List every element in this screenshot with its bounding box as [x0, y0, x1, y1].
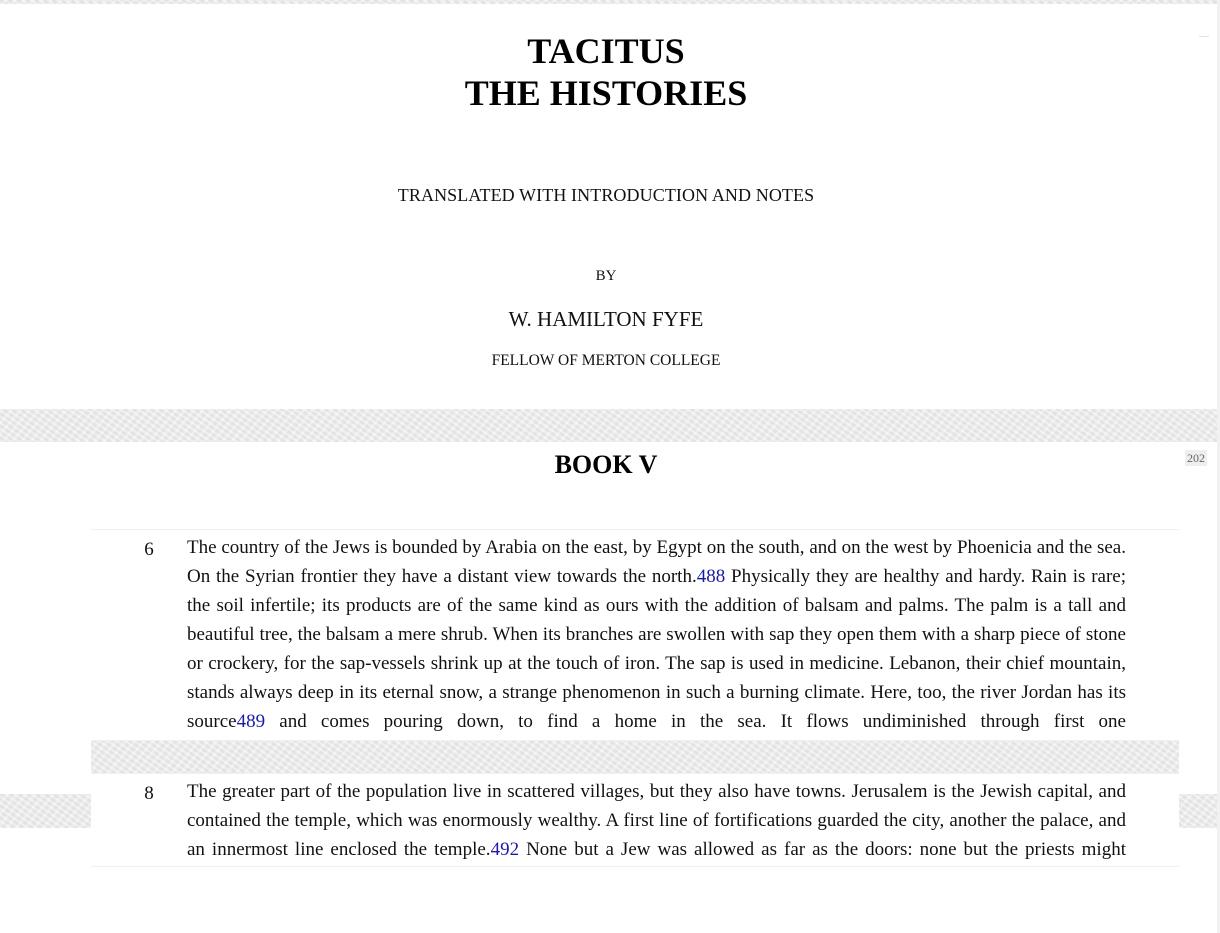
- chapter-block: [91, 529, 1179, 741]
- text-segment: Physically they are healthy and hardy. Rain is rare; the soil infertile; its products are of the same kind as ours with the addition of balsam and palms. The palm is a tall and beautiful tree, the balsam a mere shrub. When its branches are swollen with sap they open them with a sharp piece of stone or crockery, for the sap-vessels shrink up at the touch of iron. The sap is used in medicine. Lebanon, their chief mountain, stands always deep in its eternal snow, a strange phenomenon in such a burning climate. Here, too, the river Jordan has its source: [187, 566, 1126, 732]
- title-line-author: TACITUS: [527, 31, 685, 71]
- text-segment: The greater part of the population live in scattered villages, but they also have towns. Jerusalem is the Jewish capital, and contained the temple, which was enormously wealthy. A first line of fortifications guarded the city, another the palace, and an innermost line enclosed the temple.: [187, 781, 1126, 860]
- page-number: 202: [1187, 451, 1205, 465]
- chapter-number: 6: [144, 539, 154, 560]
- footnote-link[interactable]: 489: [236, 711, 266, 732]
- title-line-work: THE HISTORIES: [464, 73, 748, 113]
- translator-affiliation: FELLOW OF MERTON COLLEGE: [491, 352, 721, 369]
- page-separator-top: [0, 0, 1220, 4]
- translator-name: W. HAMILTON FYFE: [508, 307, 704, 331]
- chapter-block: [91, 773, 1179, 867]
- book-heading: BOOK V: [554, 450, 658, 479]
- chapter-text: [187, 533, 1126, 736]
- footnote-link[interactable]: 492: [490, 839, 520, 860]
- text-segment: None but a Jew was allowed as far as the doors: none but the priests might: [519, 839, 1126, 860]
- chapter-number: 8: [144, 783, 154, 804]
- chapter-text: [187, 777, 1126, 864]
- subtitle: TRANSLATED WITH INTRODUCTION AND NOTES: [397, 185, 815, 205]
- footnote-link[interactable]: 488: [696, 566, 726, 587]
- text-segment: The country of the Jews is bounded by Arabia on the east, by Egypt on the south, and on the west by Phoenicia and the sea. On the Syrian frontier they have a distant view towards the north.: [187, 537, 1126, 587]
- page-separator: [0, 409, 1220, 442]
- chapter-separator-right: [1179, 794, 1220, 828]
- book-main-title: [0, 30, 1212, 114]
- text-segment: and comes pouring down, to find a home in the sea. It flows undiminished through first one: [265, 711, 1126, 732]
- by-line: BY: [595, 268, 617, 284]
- chapter-separator-left: [0, 794, 91, 828]
- chapter-separator: [91, 740, 1179, 773]
